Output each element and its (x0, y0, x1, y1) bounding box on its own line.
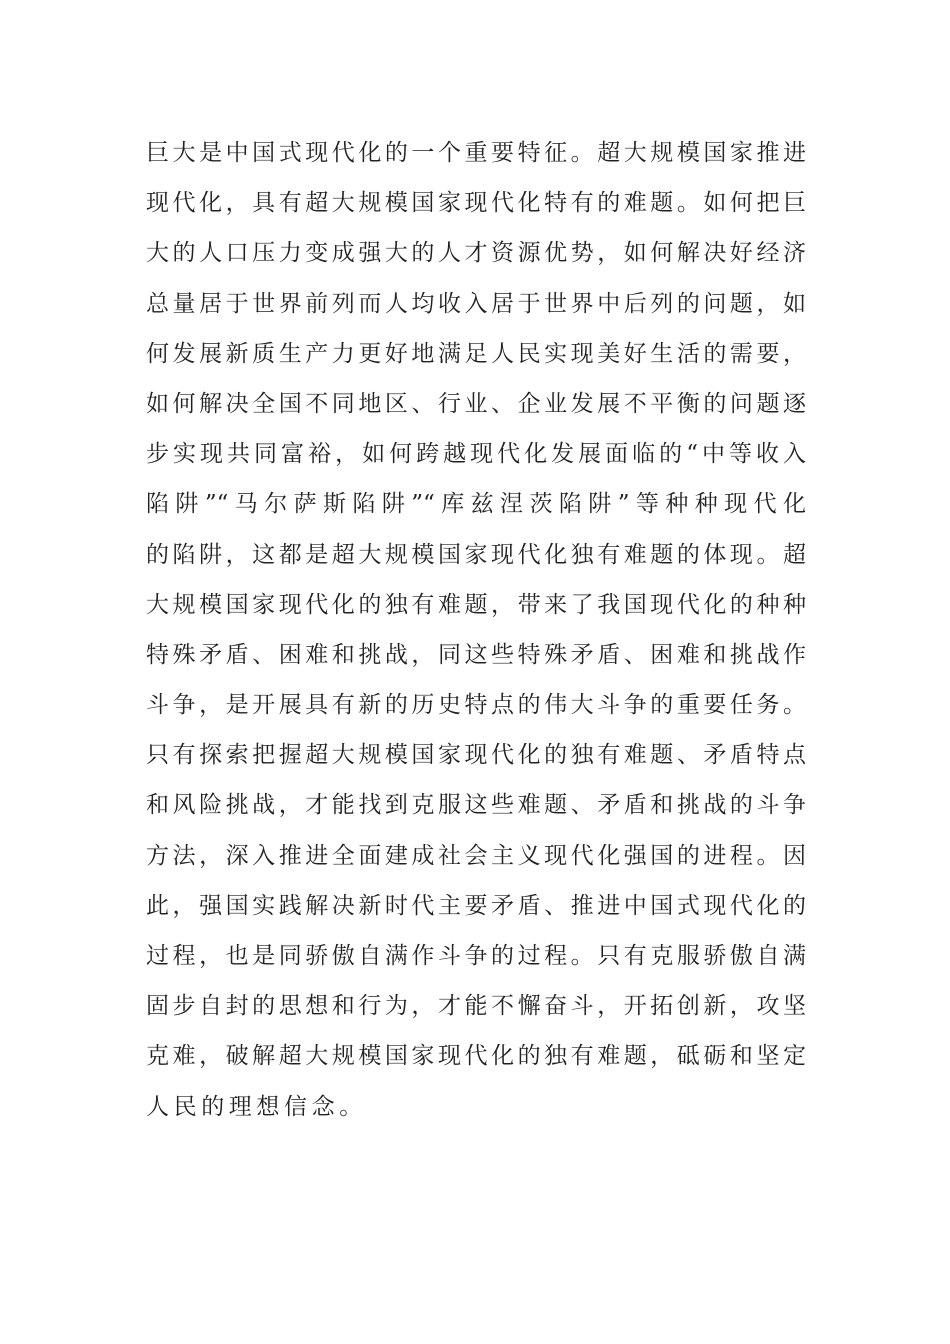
text-line: 巨大是中国式现代化的一个重要特征。超大规模国家推进 (146, 140, 806, 166)
text-line: 特殊矛盾、困难和挑战，同这些特殊矛盾、困难和挑战作 (146, 641, 806, 668)
text-line: 克难，破解超大规模国家现代化的独有难题，砥砺和坚定 (146, 1043, 806, 1070)
text-line: 过程，也是同骄傲自满作斗争的过程。只有克服骄傲自满 (146, 943, 806, 969)
text-line: 固步自封的思想和行为，才能不懈奋斗，开拓创新，攻坚 (146, 993, 806, 1020)
text-line: 的陷阱，这都是超大规模国家现代化独有难题的体现。超 (146, 541, 806, 568)
text-line: 方法，深入推进全面建成社会主义现代化强国的进程。因 (146, 842, 806, 869)
text-line: 人民的理想信念。 (146, 1093, 367, 1120)
text-line: 只有探索把握超大规模国家现代化的独有难题、矛盾特点 (146, 742, 806, 769)
text-line: 总量居于世界前列而人均收入居于世界中后列的问题，如 (146, 290, 806, 317)
text-line: 陷阱”“马尔萨斯陷阱”“库兹涅茨陷阱”等种种现代化 (146, 491, 806, 518)
text-line: 何发展新质生产力更好地满足人民实现美好生活的需要， (146, 340, 806, 367)
body-paragraph (146, 128, 806, 1132)
text-line: 斗争，是开展具有新的历史特点的伟大斗争的重要任务。 (146, 692, 806, 719)
text-line: 大规模国家现代化的独有难题，带来了我国现代化的种种 (146, 591, 806, 618)
text-line: 步实现共同富裕，如何跨越现代化发展面临的“中等收入 (146, 441, 806, 468)
text-line: 现代化，具有超大规模国家现代化特有的难题。如何把巨 (146, 190, 806, 217)
text-line: 此，强国实践解决新时代主要矛盾、推进中国式现代化的 (146, 892, 806, 919)
text-line: 大的人口压力变成强大的人才资源优势，如何解决好经济 (146, 240, 806, 267)
text-line: 如何解决全国不同地区、行业、企业发展不平衡的问题逐 (146, 390, 806, 417)
text-line: 和风险挑战，才能找到克服这些难题、矛盾和挑战的斗争 (146, 792, 806, 819)
